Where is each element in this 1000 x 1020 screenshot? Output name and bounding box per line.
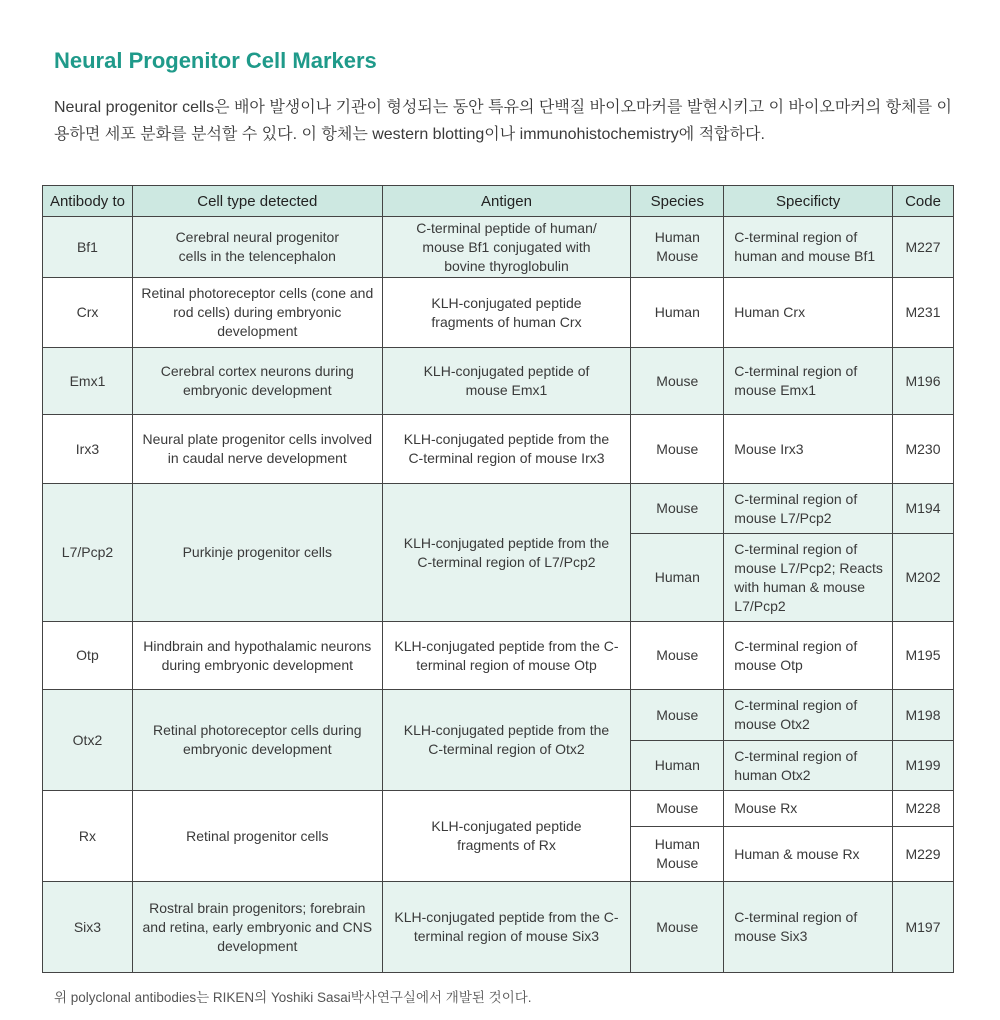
intro-paragraph: Neural progenitor cells은 배아 발생이나 기관이 형성되는 동안 특유의 단백질 바이오마커를 발현시키고 이 바이오마커의 항체를 이용하면 세포 분화를 분석할 수 있다. 이 항체는 western blotting이나 immunohistochemistry에 적합하다. xyxy=(54,99,952,143)
specificity-cell: Human & mouse Rx xyxy=(724,827,893,882)
markers-table xyxy=(42,185,954,973)
code-cell: M198 xyxy=(893,690,954,741)
table-row xyxy=(43,690,954,741)
table-row xyxy=(43,278,954,348)
specificity-cell: C-terminal region of mouse Emx1 xyxy=(724,348,893,415)
antigen-cell: KLH-conjugated peptide fragments of Rx xyxy=(382,791,631,882)
specificity-cell: C-terminal region of mouse L7/Pcp2; Reacts with human & mouse L7/Pcp2 xyxy=(724,534,893,622)
header-cell-type: Cell type detected xyxy=(132,186,382,217)
species-cell: Mouse xyxy=(631,484,724,534)
specificity-cell: Human Crx xyxy=(724,278,893,348)
header-antibody: Antibody to xyxy=(43,186,133,217)
cell-type-cell: Neural plate progenitor cells involved in caudal nerve development xyxy=(132,415,382,484)
code-cell: M195 xyxy=(893,622,954,690)
specificity-cell: C-terminal region of mouse Six3 xyxy=(724,882,893,973)
antigen-cell: KLH-conjugated peptide from the C-terminal region of Otx2 xyxy=(382,690,631,791)
code-cell: M196 xyxy=(893,348,954,415)
specificity-cell: C-terminal region of human Otx2 xyxy=(724,741,893,791)
cell-type-cell: Rostral brain progenitors; forebrain and retina, early embryonic and CNS development xyxy=(132,882,382,973)
code-cell: M227 xyxy=(893,217,954,278)
code-cell: M229 xyxy=(893,827,954,882)
table-header-row xyxy=(43,186,954,217)
code-cell: M194 xyxy=(893,484,954,534)
antibody-cell: L7/Pcp2 xyxy=(43,484,133,622)
table-row xyxy=(43,217,954,278)
code-cell: M228 xyxy=(893,791,954,827)
specificity-cell: C-terminal region of mouse L7/Pcp2 xyxy=(724,484,893,534)
antigen-cell: KLH-conjugated peptide fragments of human Crx xyxy=(382,278,631,348)
antigen-cell: KLH-conjugated peptide of mouse Emx1 xyxy=(382,348,631,415)
antibody-cell: Bf1 xyxy=(43,217,133,278)
page-title: Neural Progenitor Cell Markers xyxy=(54,48,377,73)
cell-type-cell: Retinal progenitor cells xyxy=(132,791,382,882)
code-cell: M202 xyxy=(893,534,954,622)
species-cell: Human Mouse xyxy=(631,217,724,278)
species-cell: Human xyxy=(631,534,724,622)
cell-type-cell: Retinal photoreceptor cells during embryonic development xyxy=(132,690,382,791)
species-cell: Human Mouse xyxy=(631,827,724,882)
species-cell: Mouse xyxy=(631,348,724,415)
antigen-cell: C-terminal peptide of human/ mouse Bf1 conjugated with bovine thyroglobulin xyxy=(382,217,631,278)
cell-type-cell: Cerebral cortex neurons during embryonic development xyxy=(132,348,382,415)
table-row xyxy=(43,622,954,690)
species-cell: Mouse xyxy=(631,791,724,827)
specificity-cell: C-terminal region of mouse Otx2 xyxy=(724,690,893,741)
header-code: Code xyxy=(893,186,954,217)
antibody-cell: Irx3 xyxy=(43,415,133,484)
table-row xyxy=(43,484,954,534)
header-species: Species xyxy=(631,186,724,217)
table-row xyxy=(43,882,954,973)
cell-type-cell: Purkinje progenitor cells xyxy=(132,484,382,622)
cell-type-cell: Cerebral neural progenitor cells in the telencephalon xyxy=(132,217,382,278)
cell-type-cell: Retinal photoreceptor cells (cone and rod cells) during embryonic development xyxy=(132,278,382,348)
antibody-cell: Rx xyxy=(43,791,133,882)
antigen-cell: KLH-conjugated peptide from the C-terminal region of mouse Six3 xyxy=(382,882,631,973)
code-cell: M199 xyxy=(893,741,954,791)
specificity-cell: C-terminal region of human and mouse Bf1 xyxy=(724,217,893,278)
code-cell: M197 xyxy=(893,882,954,973)
antibody-cell: Six3 xyxy=(43,882,133,973)
antigen-cell: KLH-conjugated peptide from the C-terminal region of mouse Otp xyxy=(382,622,631,690)
header-antigen: Antigen xyxy=(382,186,631,217)
specificity-cell: Mouse Irx3 xyxy=(724,415,893,484)
header-specificity: Specificty xyxy=(724,186,893,217)
table-row xyxy=(43,415,954,484)
antigen-cell: KLH-conjugated peptide from the C-terminal region of L7/Pcp2 xyxy=(382,484,631,622)
table-row xyxy=(43,791,954,827)
cell-type-cell: Hindbrain and hypothalamic neurons during embryonic development xyxy=(132,622,382,690)
code-cell: M231 xyxy=(893,278,954,348)
table-row xyxy=(43,348,954,415)
antigen-cell: KLH-conjugated peptide from the C-terminal region of mouse Irx3 xyxy=(382,415,631,484)
specificity-cell: Mouse Rx xyxy=(724,791,893,827)
species-cell: Mouse xyxy=(631,882,724,973)
species-cell: Human xyxy=(631,278,724,348)
species-cell: Mouse xyxy=(631,690,724,741)
antibody-cell: Otp xyxy=(43,622,133,690)
antibody-cell: Emx1 xyxy=(43,348,133,415)
antibody-cell: Crx xyxy=(43,278,133,348)
antibody-cell: Otx2 xyxy=(43,690,133,791)
species-cell: Mouse xyxy=(631,415,724,484)
code-cell: M230 xyxy=(893,415,954,484)
specificity-cell: C-terminal region of mouse Otp xyxy=(724,622,893,690)
species-cell: Human xyxy=(631,741,724,791)
footnote: 위 polyclonal antibodies는 RIKEN의 Yoshiki Sasai박사연구실에서 개발된 것이다. xyxy=(54,990,532,1005)
species-cell: Mouse xyxy=(631,622,724,690)
